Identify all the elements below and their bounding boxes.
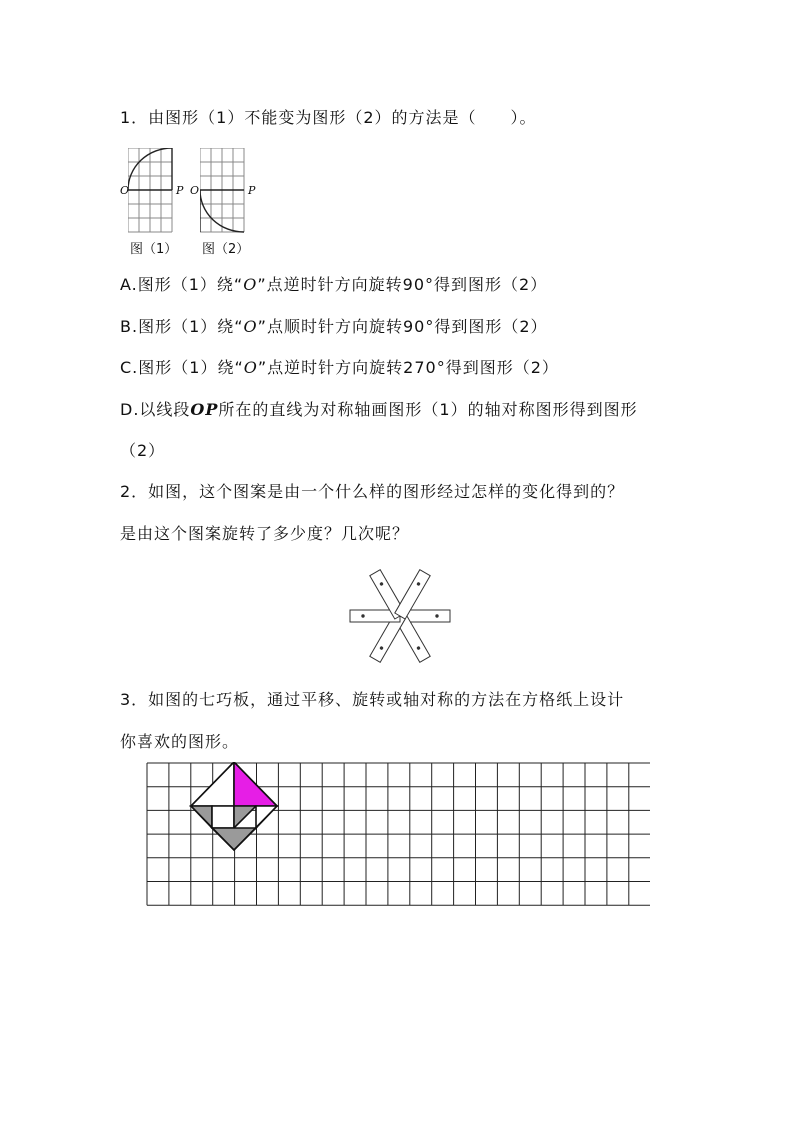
- q1-figure-2: [200, 148, 248, 234]
- q3-line-2: 你喜欢的图形。: [120, 732, 240, 751]
- q2-line-2: 是由这个图案旋转了多少度？几次呢？: [120, 524, 410, 543]
- q1-fig2-caption: 图（2）: [202, 242, 250, 257]
- q1-option-c: C.图形（1）绕“O”点逆时针方向旋转270°得到图形（2）: [120, 358, 559, 377]
- q1-option-d: D.以线段OP所在的直线为对称轴画图形（1）的轴对称图形得到图形: [120, 400, 638, 419]
- q1-fig2-label-o: O: [190, 184, 200, 197]
- tangram-gray-middle-triangle: [234, 806, 256, 828]
- q1-fig1-label-p: P: [176, 184, 184, 197]
- q1-option-a: A.图形（1）绕“O”点逆时针方向旋转90°得到图形（2）: [120, 275, 548, 294]
- q1-fig1-caption: 图（1）: [130, 242, 178, 257]
- q1-figure-1: [128, 148, 176, 234]
- q2-pinwheel-figure: [340, 560, 460, 672]
- q1-stem: 1．由图形（1）不能变为图形（2）的方法是（ ）。: [120, 108, 537, 127]
- q2-line-1: 2．如图，这个图案是由一个什么样的图形经过怎样的变化得到的？: [120, 482, 625, 501]
- tangram-figure: [191, 762, 277, 850]
- q3-line-1: 3．如图的七巧板，通过平移、旋转或轴对称的方法在方格纸上设计: [120, 690, 625, 709]
- q1-option-b: B.图形（1）绕“O”点顺时针方向旋转90°得到图形（2）: [120, 317, 548, 336]
- q1-fig2-label-p: P: [248, 184, 256, 197]
- tangram-gray-bottom-triangle: [212, 828, 256, 850]
- q1-fig1-label-o: O: [120, 184, 130, 197]
- q1-option-d-cont: （2）: [120, 441, 166, 460]
- q3-grid-paper: [146, 762, 650, 910]
- tangram-white-square: [212, 806, 234, 828]
